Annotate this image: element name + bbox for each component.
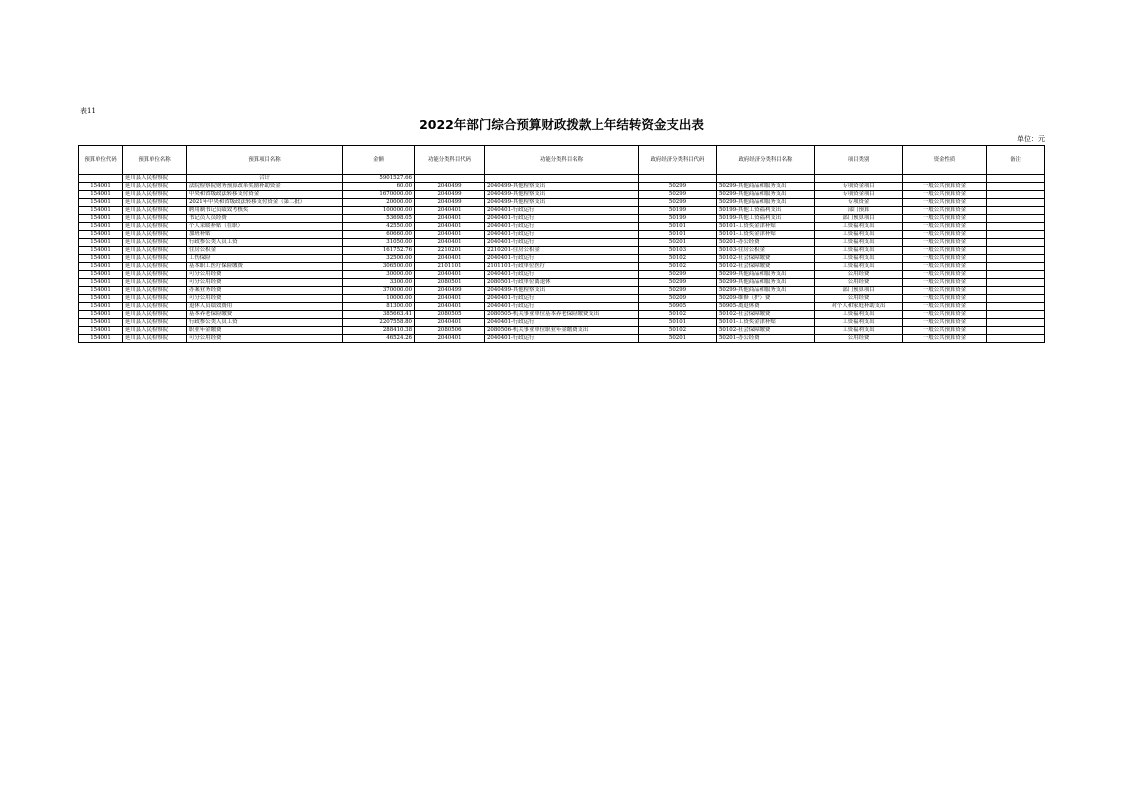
- table-cell: 2040401: [415, 223, 485, 231]
- column-header: 预算项目名称: [187, 146, 343, 175]
- table-cell: 2040499-其他检察支出: [485, 191, 639, 199]
- table-cell: [987, 191, 1045, 199]
- table-cell: 50102: [639, 311, 717, 319]
- table-cell: 延川县人民检察院: [123, 183, 187, 191]
- table-row: [79, 303, 1045, 311]
- table-cell: 2040499-其他检察支出: [485, 183, 639, 191]
- table-cell: 2210201-住房公积金: [485, 247, 639, 255]
- table-cell: 2080505: [415, 311, 485, 319]
- cell: [815, 175, 903, 183]
- table-cell: 50209-维修（护）费: [717, 295, 815, 303]
- table-cell: 延川县人民检察院: [123, 207, 187, 215]
- table-cell: 行政参公类人员工资: [187, 239, 343, 247]
- table-cell: 个人采暖补贴（在职）: [187, 223, 343, 231]
- table-cell: 50201-办公经费: [717, 335, 815, 343]
- table-cell: 住房公积金: [187, 247, 343, 255]
- table-cell: 288410.38: [343, 327, 415, 335]
- table-cell: 基本职工医疗保险缴费: [187, 263, 343, 271]
- table-cell: 154001: [79, 247, 123, 255]
- table-cell: 一般公共预算资金: [903, 335, 987, 343]
- total-unit-name: 延川县人民检察院: [123, 175, 187, 183]
- table-cell: 3300.00: [343, 279, 415, 287]
- table-cell: [987, 287, 1045, 295]
- cell: [415, 175, 485, 183]
- table-row: [79, 223, 1045, 231]
- table-cell: 可分公用经费: [187, 295, 343, 303]
- table-cell: 50299-其他商品和服务支出: [717, 271, 815, 279]
- table-cell: 中央和省级政法转移支付资金: [187, 191, 343, 199]
- column-header: 备注: [987, 146, 1045, 175]
- table-cell: [987, 295, 1045, 303]
- table-cell: 2040401-行政运行: [485, 231, 639, 239]
- table-cell: 职业年金缴费: [187, 327, 343, 335]
- table-cell: 46524.26: [343, 335, 415, 343]
- cell: [639, 175, 717, 183]
- table-cell: 延川县人民检察院: [123, 335, 187, 343]
- table-cell: 部门预算项目: [815, 215, 903, 223]
- table-cell: 延川县人民检察院: [123, 263, 187, 271]
- table-cell: 50199: [639, 207, 717, 215]
- table-cell: [987, 279, 1045, 287]
- table-cell: 50299: [639, 287, 717, 295]
- table-cell: 50201: [639, 239, 717, 247]
- table-cell: 延川县人民检察院: [123, 255, 187, 263]
- table-cell: 专项资金项目: [815, 183, 903, 191]
- cell: [987, 175, 1045, 183]
- table-cell: 50101-工资奖金津补贴: [717, 319, 815, 327]
- table-cell: 2040401: [415, 271, 485, 279]
- table-cell: 161752.76: [343, 247, 415, 255]
- table-cell: 2080505-机关事业单位基本养老保险缴费支出: [485, 311, 639, 319]
- table-cell: 154001: [79, 327, 123, 335]
- cell: [79, 175, 123, 183]
- table-cell: [987, 231, 1045, 239]
- table-cell: 50299: [639, 279, 717, 287]
- table-cell: 延川县人民检察院: [123, 303, 187, 311]
- table-cell: 一般公共预算资金: [903, 263, 987, 271]
- table-cell: 公用经费: [815, 279, 903, 287]
- table-cell: 154001: [79, 223, 123, 231]
- table-cell: 退休人员绩效费用: [187, 303, 343, 311]
- table-cell: 154001: [79, 311, 123, 319]
- table-cell: [987, 255, 1045, 263]
- table-cell: 2021年中央和省级政法转移支付资金（第二批）: [187, 199, 343, 207]
- table-cell: 50102-社会保障缴费: [717, 263, 815, 271]
- table-cell: 工资福利支出: [815, 311, 903, 319]
- table-cell: 延川县人民检察院: [123, 231, 187, 239]
- table-cell: 100000.00: [343, 207, 415, 215]
- table-cell: 50209: [639, 295, 717, 303]
- table-cell: [987, 327, 1045, 335]
- table-cell: [987, 263, 1045, 271]
- table-cell: 2040401: [415, 255, 485, 263]
- table-cell: 50299: [639, 199, 717, 207]
- table-row: [79, 279, 1045, 287]
- table-cell: 50905-离退休费: [717, 303, 815, 311]
- table-cell: 可分公用经费: [187, 335, 343, 343]
- table-row: [79, 327, 1045, 335]
- table-cell: 2101101: [415, 263, 485, 271]
- table-cell: 2040401: [415, 207, 485, 215]
- table-cell: 延川县人民检察院: [123, 247, 187, 255]
- table-cell: 50101: [639, 319, 717, 327]
- table-cell: 2040499-其他检察支出: [485, 287, 639, 295]
- table-cell: 延川县人民检察院: [123, 191, 187, 199]
- table-cell: 306500.00: [343, 263, 415, 271]
- table-cell: 延川县人民检察院: [123, 199, 187, 207]
- table-cell: 50103: [639, 247, 717, 255]
- table-cell: 2080506-机关事业单位职业年金缴费支出: [485, 327, 639, 335]
- table-cell: [987, 215, 1045, 223]
- page-title: 2022年部门综合预算财政拨款上年结转资金支出表: [419, 117, 704, 132]
- table-row: [79, 295, 1045, 303]
- table-cell: 延川县人民检察院: [123, 279, 187, 287]
- table-cell: 2040401-行政运行: [485, 295, 639, 303]
- table-cell: 2040499: [415, 287, 485, 295]
- total-label: 合计: [187, 175, 343, 183]
- table-cell: 50299-其他商品和服务支出: [717, 183, 815, 191]
- table-cell: 42550.00: [343, 223, 415, 231]
- table-cell: 2040401-行政运行: [485, 319, 639, 327]
- table-cell: 工资福利支出: [815, 223, 903, 231]
- table-cell: 工资福利支出: [815, 231, 903, 239]
- table-cell: [987, 247, 1045, 255]
- table-cell: 50101: [639, 231, 717, 239]
- table-cell: 50102-社会保障缴费: [717, 311, 815, 319]
- table-cell: 2040401-行政运行: [485, 335, 639, 343]
- table-cell: 工资福利支出: [815, 255, 903, 263]
- table-cell: 延川县人民检察院: [123, 311, 187, 319]
- table-cell: 工伤保险: [187, 255, 343, 263]
- table-cell: 1670000.00: [343, 191, 415, 199]
- table-cell: 50199-其他工资福利支出: [717, 207, 815, 215]
- table-cell: 2040499-其他检察支出: [485, 199, 639, 207]
- table-cell: [987, 183, 1045, 191]
- table-row: [79, 287, 1045, 295]
- table-cell: [987, 319, 1045, 327]
- table-cell: 50102: [639, 263, 717, 271]
- column-header: 金额: [343, 146, 415, 175]
- column-header: 项目类别: [815, 146, 903, 175]
- column-header: 政府经济分类科目名称: [717, 146, 815, 175]
- table-cell: 60.00: [343, 183, 415, 191]
- table-cell: 书记员人员经费: [187, 215, 343, 223]
- table-cell: 延川县人民检察院: [123, 215, 187, 223]
- table-cell: 专项资金: [815, 199, 903, 207]
- table-cell: 50905: [639, 303, 717, 311]
- column-header: 预算单位名称: [123, 146, 187, 175]
- table-cell: 2040401: [415, 319, 485, 327]
- table-cell: 50101-工资奖金津补贴: [717, 231, 815, 239]
- table-cell: 50101-工资奖金津补贴: [717, 223, 815, 231]
- table-cell: 公用经费: [815, 295, 903, 303]
- table-cell: 2207558.80: [343, 319, 415, 327]
- table-cell: 50299-其他商品和服务支出: [717, 279, 815, 287]
- table-cell: 2040401: [415, 231, 485, 239]
- column-header: 功能分类科目名称: [485, 146, 639, 175]
- table-cell: [987, 271, 1045, 279]
- table-cell: 一般公共预算资金: [903, 183, 987, 191]
- table-cell: 一般公共预算资金: [903, 303, 987, 311]
- table-cell: 154001: [79, 335, 123, 343]
- table-cell: 50201-办公经费: [717, 239, 815, 247]
- table-cell: 一般公共预算资金: [903, 271, 987, 279]
- table-cell: 10000.00: [343, 295, 415, 303]
- table-cell: 部门预算: [815, 207, 903, 215]
- table-cell: 50102-社会保障缴费: [717, 327, 815, 335]
- table-cell: [987, 335, 1045, 343]
- table-cell: 延川县人民检察院: [123, 271, 187, 279]
- table-cell: [987, 199, 1045, 207]
- table-cell: 可分公用经费: [187, 279, 343, 287]
- table-cell: 50299-其他商品和服务支出: [717, 191, 815, 199]
- table-cell: 工资福利支出: [815, 263, 903, 271]
- table-row: [79, 231, 1045, 239]
- header-row: [79, 146, 1045, 175]
- table-cell: 81300.00: [343, 303, 415, 311]
- table-cell: [987, 207, 1045, 215]
- table-cell: 154001: [79, 191, 123, 199]
- table-cell: 154001: [79, 303, 123, 311]
- table-cell: 370000.00: [343, 287, 415, 295]
- table-cell: 法院检察院财务预算改革奖励补助资金: [187, 183, 343, 191]
- table-cell: 部门预算项目: [815, 287, 903, 295]
- table-row: [79, 319, 1045, 327]
- table-cell: 154001: [79, 231, 123, 239]
- table-row: [79, 311, 1045, 319]
- table-cell: 一般公共预算资金: [903, 191, 987, 199]
- table-cell: 工资福利支出: [815, 239, 903, 247]
- table-cell: 2040401-行政运行: [485, 207, 639, 215]
- table-cell: 一般公共预算资金: [903, 215, 987, 223]
- table-cell: 154001: [79, 319, 123, 327]
- table-cell: 385663.41: [343, 311, 415, 319]
- table-cell: 154001: [79, 199, 123, 207]
- table-cell: 2040401: [415, 239, 485, 247]
- table-cell: 154001: [79, 215, 123, 223]
- table-cell: 延川县人民检察院: [123, 295, 187, 303]
- table-cell: 一般公共预算资金: [903, 223, 987, 231]
- table-cell: 154001: [79, 287, 123, 295]
- column-header: 预算单位代码: [79, 146, 123, 175]
- table-row: [79, 255, 1045, 263]
- table-cell: 一般公共预算资金: [903, 287, 987, 295]
- table-cell: 一般公共预算资金: [903, 231, 987, 239]
- table-cell: 50199-其他工资福利支出: [717, 215, 815, 223]
- table-cell: 154001: [79, 263, 123, 271]
- table-cell: 154001: [79, 295, 123, 303]
- table-row: [79, 239, 1045, 247]
- table-cell: [987, 223, 1045, 231]
- table-cell: 20000.00: [343, 199, 415, 207]
- table-cell: 2210201: [415, 247, 485, 255]
- table-cell: 2040401-行政运行: [485, 215, 639, 223]
- table-cell: 2101101-行政单位医疗: [485, 263, 639, 271]
- table-cell: 公用经费: [815, 271, 903, 279]
- table-row: [79, 247, 1045, 255]
- table-cell: 延川县人民检察院: [123, 223, 187, 231]
- table-cell: 工资福利支出: [815, 319, 903, 327]
- unit-label: 单位：元: [1017, 135, 1045, 143]
- table-cell: 2040401: [415, 335, 485, 343]
- table-cell: 一般公共预算资金: [903, 207, 987, 215]
- table-cell: 2080506: [415, 327, 485, 335]
- table-cell: 2040499: [415, 199, 485, 207]
- table-cell: 50102-社会保障缴费: [717, 255, 815, 263]
- table-cell: 一般公共预算资金: [903, 199, 987, 207]
- table-cell: 一般公共预算资金: [903, 319, 987, 327]
- budget-table: [78, 145, 1045, 343]
- table-cell: 2040401-行政运行: [485, 303, 639, 311]
- table-row: [79, 271, 1045, 279]
- table-cell: 31050.00: [343, 239, 415, 247]
- table-row: [79, 183, 1045, 191]
- table-cell: 一般公共预算资金: [903, 239, 987, 247]
- table-cell: 154001: [79, 255, 123, 263]
- table-cell: 2040499: [415, 183, 485, 191]
- table-cell: 2040401-行政运行: [485, 223, 639, 231]
- cell: [485, 175, 639, 183]
- table-cell: 154001: [79, 271, 123, 279]
- table-cell: 办案业务经费: [187, 287, 343, 295]
- table-cell: 50299-其他商品和服务支出: [717, 287, 815, 295]
- column-header: 功能分类科目代码: [415, 146, 485, 175]
- table-cell: 聘用制书记员绩效考核奖: [187, 207, 343, 215]
- table-cell: 可分公用经费: [187, 271, 343, 279]
- table-cell: 一般公共预算资金: [903, 247, 987, 255]
- table-cell: 工资福利支出: [815, 327, 903, 335]
- table-cell: 50299: [639, 191, 717, 199]
- table-cell: 50299-其他商品和服务支出: [717, 199, 815, 207]
- column-header: 资金性质: [903, 146, 987, 175]
- table-row: [79, 335, 1045, 343]
- table-cell: 53698.05: [343, 215, 415, 223]
- table-cell: 2040401-行政运行: [485, 239, 639, 247]
- table-cell: 2040499: [415, 191, 485, 199]
- table-cell: 一般公共预算资金: [903, 295, 987, 303]
- table-cell: 2040401: [415, 303, 485, 311]
- total-row: [79, 175, 1045, 183]
- table-cell: 30000.00: [343, 271, 415, 279]
- table-row: [79, 199, 1045, 207]
- table-cell: 154001: [79, 183, 123, 191]
- table-cell: 32500.00: [343, 255, 415, 263]
- table-cell: 50199: [639, 215, 717, 223]
- table-row: [79, 215, 1045, 223]
- table-cell: 公用经费: [815, 335, 903, 343]
- table-cell: [987, 303, 1045, 311]
- table-cell: 一般公共预算资金: [903, 311, 987, 319]
- table-cell: 50102: [639, 327, 717, 335]
- table-cell: 一般公共预算资金: [903, 255, 987, 263]
- table-row: [79, 263, 1045, 271]
- table-row: [79, 207, 1045, 215]
- table-cell: 专项资金项目: [815, 191, 903, 199]
- table-cell: 基本养老保险缴费: [187, 311, 343, 319]
- table-cell: 一般公共预算资金: [903, 279, 987, 287]
- table-cell: 50201: [639, 335, 717, 343]
- table-cell: 2080501: [415, 279, 485, 287]
- cell: [903, 175, 987, 183]
- table-cell: 50101: [639, 223, 717, 231]
- table-cell: 50103-住房公积金: [717, 247, 815, 255]
- table-cell: [987, 239, 1045, 247]
- table-cell: 154001: [79, 279, 123, 287]
- table-cell: [987, 311, 1045, 319]
- table-cell: 2040401-行政运行: [485, 271, 639, 279]
- column-header: 政府经济分类科目代码: [639, 146, 717, 175]
- table-cell: 2040401: [415, 295, 485, 303]
- table-cell: 50102: [639, 255, 717, 263]
- table-cell: 对个人和家庭补助支出: [815, 303, 903, 311]
- table-cell: 2040401-行政运行: [485, 255, 639, 263]
- table-cell: 50299: [639, 271, 717, 279]
- table-cell: 行政参公类人员工资: [187, 319, 343, 327]
- table-cell: 延川县人民检察院: [123, 319, 187, 327]
- table-row: [79, 191, 1045, 199]
- table-cell: 2080501-行政单位离退休: [485, 279, 639, 287]
- table-cell: 154001: [79, 239, 123, 247]
- table-cell: 60660.00: [343, 231, 415, 239]
- table-cell: 加班补贴: [187, 231, 343, 239]
- table-cell: 延川县人民检察院: [123, 327, 187, 335]
- table-cell: 一般公共预算资金: [903, 327, 987, 335]
- table-number: 表11: [80, 107, 96, 115]
- table-cell: 工资福利支出: [815, 247, 903, 255]
- table-cell: 延川县人民检察院: [123, 287, 187, 295]
- total-amount: 5901527.66: [343, 175, 415, 183]
- table-cell: 2040401: [415, 215, 485, 223]
- table-cell: 延川县人民检察院: [123, 239, 187, 247]
- cell: [717, 175, 815, 183]
- table-cell: 50299: [639, 183, 717, 191]
- table-cell: 154001: [79, 207, 123, 215]
